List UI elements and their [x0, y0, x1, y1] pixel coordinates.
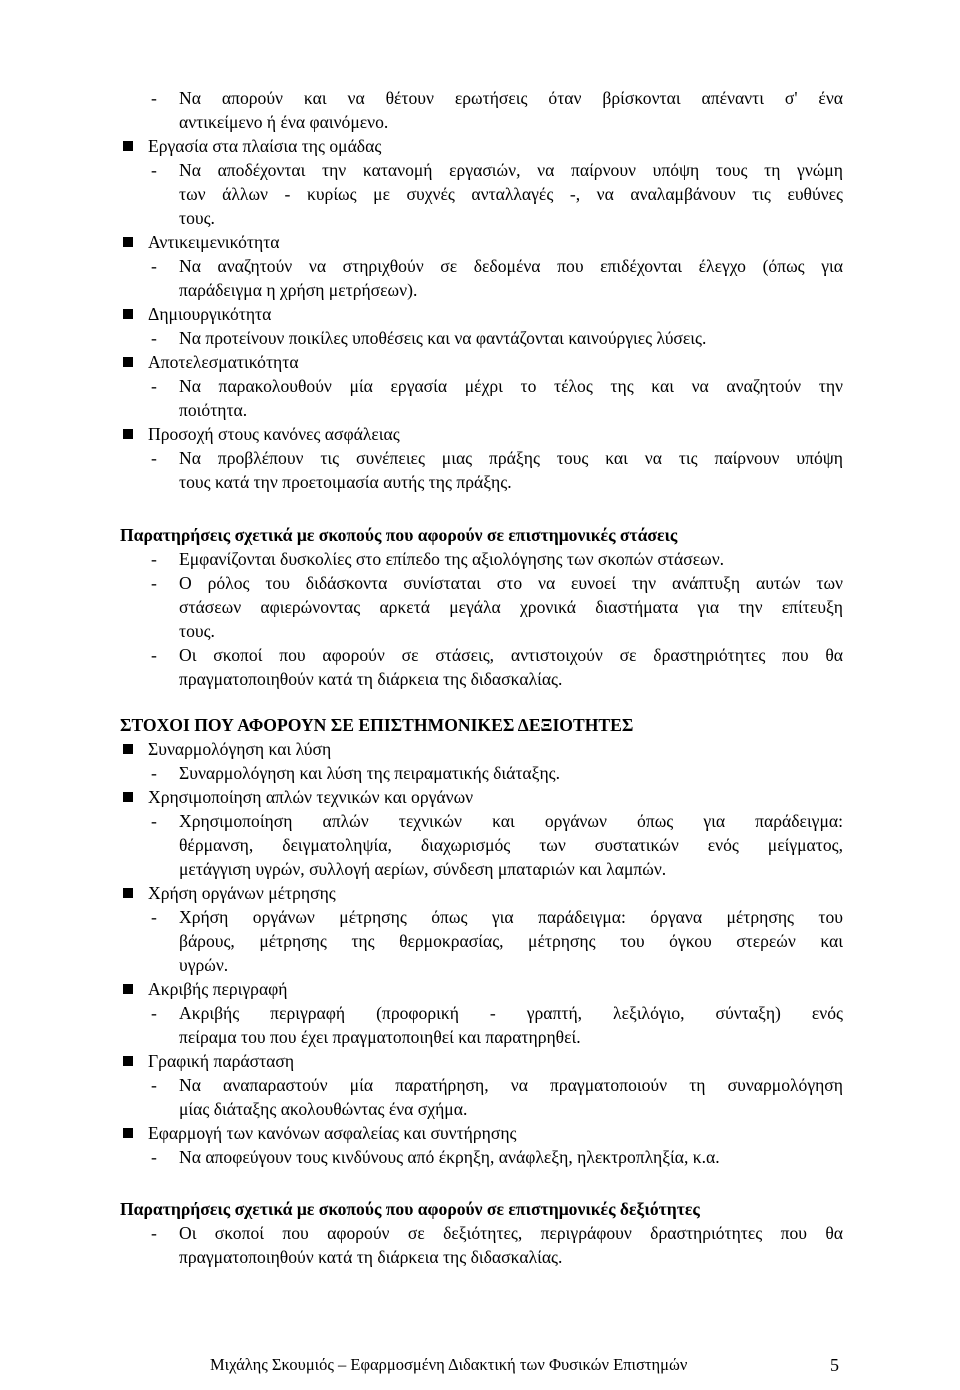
list-item: [0, 374, 960, 398]
list-item: [0, 278, 960, 302]
bullet-heading: Αντικειμενικότητα: [148, 232, 280, 252]
bullet-item: [0, 881, 960, 905]
section-heading: ΣΤΟΧΟΙ ΠΟΥ ΑΦΟΡΟΥΝ ΣΕ ΕΠΙΣΤΗΜΟΝΙΚΕΣ ΔΕΞΙΟΤΗΤΕΣ: [120, 715, 634, 735]
bullet-heading: Προσοχή στους κανόνες ασφάλειας: [148, 424, 400, 444]
bullet-heading: Χρήση οργάνων μέτρησης: [148, 883, 336, 903]
list-item: [0, 953, 960, 977]
line-text: Ο ρόλος του διδάσκοντα συνίσταται στο να ευνοεί την ανάπτυξη αυτών των: [179, 573, 843, 593]
section-heading-row: [0, 713, 960, 737]
bullet-heading: Αποτελεσματικότητα: [148, 352, 299, 372]
dash-bullet: -: [151, 448, 157, 468]
list-item: [0, 595, 960, 619]
line-text: Χρήση οργάνων μέτρησης όπως για παράδειγμα: όργανα μέτρησης του: [179, 907, 843, 927]
line-text: τους.: [179, 621, 215, 641]
section-heading: Παρατηρήσεις σχετικά με σκοπούς που αφορούν σε επιστημονικές δεξιότητες: [120, 1199, 700, 1219]
footer-text: Μιχάλης Σκουμιός – Εφαρμοσμένη Διδακτική των Φυσικών Επιστημών: [210, 1355, 688, 1374]
bullet-item: [0, 302, 960, 326]
dash-bullet: -: [151, 549, 157, 569]
bullet-item: [0, 230, 960, 254]
bullet-item: [0, 737, 960, 761]
bullet-heading: Δημιουργικότητα: [148, 304, 272, 324]
list-item: [0, 929, 960, 953]
line-text: Να αναζητούν να στηριχθούν σε δεδομένα που επιδέχονται έλεγχο (όπως για: [179, 256, 843, 276]
list-item: [0, 1097, 960, 1121]
line-text: πείραμα του που έχει πραγματοποιηθεί και παρατηρηθεί.: [179, 1027, 581, 1047]
list-item: [0, 809, 960, 833]
line-text: αντικείμενο ή ένα φαινόμενο.: [179, 112, 389, 132]
square-bullet-icon: [123, 357, 133, 367]
dash-bullet: -: [151, 376, 157, 396]
list-item: [0, 398, 960, 422]
bullet-item: [0, 350, 960, 374]
line-text: Οι σκοποί που αφορούν σε δεξιότητες, περιγράφουν δραστηριότητες που θα: [179, 1223, 843, 1243]
dash-bullet: -: [151, 811, 157, 831]
list-item: [0, 1245, 960, 1269]
list-item: [0, 470, 960, 494]
list-item: [0, 547, 960, 571]
line-text: τους.: [179, 208, 215, 228]
line-text: στάσεων αφιερώνοντας αρκετά μεγάλα χρονικά διαστήματα για την επίτευξη: [179, 597, 843, 617]
attitudes-list: [0, 86, 960, 494]
line-text: Να προτείνουν ποικίλες υποθέσεις και να φαντάζονται καινούργιες λύσεις.: [179, 328, 707, 348]
dash-bullet: -: [151, 1003, 157, 1023]
dash-bullet: -: [151, 763, 157, 783]
bullet-item: [0, 1121, 960, 1145]
line-text: παράδειγμα η χρήση μετρήσεων).: [179, 280, 418, 300]
dash-bullet: -: [151, 160, 157, 180]
bullet-item: [0, 785, 960, 809]
line-text: βάρους, μέτρησης της θερμοκρασίας, μέτρησης του όγκου στερεών και: [179, 931, 843, 951]
list-item: [0, 326, 960, 350]
bullet-item: [0, 422, 960, 446]
list-item: [0, 86, 960, 110]
square-bullet-icon: [123, 744, 133, 754]
list-item: [0, 254, 960, 278]
dash-bullet: -: [151, 256, 157, 276]
skills-notes: [0, 1197, 960, 1269]
bullet-heading: Εφαρμογή των κανόνων ασφαλείας και συντήρησης: [148, 1123, 517, 1143]
square-bullet-icon: [123, 792, 133, 802]
list-item: [0, 1001, 960, 1025]
bullet-item: [0, 977, 960, 1001]
list-item: [0, 1025, 960, 1049]
list-item: [0, 446, 960, 470]
square-bullet-icon: [123, 141, 133, 151]
page-number: 5: [830, 1355, 839, 1375]
list-item: [0, 905, 960, 929]
line-text: πραγματοποιηθούν κατά τη διάρκεια της διδασκαλίας.: [179, 669, 563, 689]
list-item: [0, 571, 960, 595]
line-text: θέρμανση, δειγματοληψία, διαχωρισμός των συστατικών ενός μείγματος,: [179, 835, 843, 855]
list-item: [0, 206, 960, 230]
dash-bullet: -: [151, 907, 157, 927]
line-text: μίας διάταξης ακολουθώντας ένα σχήμα.: [179, 1099, 468, 1119]
line-text: Να αποδέχονται την κατανομή εργασιών, να παίρνουν υπόψη τους τη γνώμη: [179, 160, 843, 180]
list-item: [0, 110, 960, 134]
list-item: [0, 667, 960, 691]
bullet-item: [0, 134, 960, 158]
dash-bullet: -: [151, 328, 157, 348]
section-heading-row: [0, 1197, 960, 1221]
square-bullet-icon: [123, 237, 133, 247]
bullet-item: [0, 1049, 960, 1073]
list-item: [0, 833, 960, 857]
line-text: Να προβλέπουν τις συνέπειες μιας πράξης τους και να τις παίρνουν υπόψη: [179, 448, 843, 468]
list-item: [0, 619, 960, 643]
bullet-heading: Γραφική παράσταση: [148, 1051, 295, 1071]
line-text: τους κατά την προετοιμασία αυτής της πράξης.: [179, 472, 512, 492]
bullet-heading: Εργασία στα πλαίσια της ομάδας: [148, 136, 382, 156]
line-text: ποιότητα.: [179, 400, 248, 420]
line-text: Να αναπαραστούν μία παρατήρηση, να πραγματοποιούν τη συναρμολόγηση: [179, 1075, 843, 1095]
list-item: [0, 643, 960, 667]
square-bullet-icon: [123, 888, 133, 898]
dash-bullet: -: [151, 1075, 157, 1095]
section-heading-row: [0, 523, 960, 547]
line-text: πραγματοποιηθούν κατά τη διάρκεια της διδασκαλίας.: [179, 1247, 563, 1267]
square-bullet-icon: [123, 984, 133, 994]
list-item: [0, 857, 960, 881]
dash-bullet: -: [151, 1147, 157, 1167]
bullet-heading: Χρησιμοποίηση απλών τεχνικών και οργάνων: [148, 787, 474, 807]
skills-goals: [0, 713, 960, 1169]
line-text: Συναρμολόγηση και λύση της πειραματικής διάταξης.: [179, 763, 561, 783]
page-footer: [0, 1352, 960, 1378]
dash-bullet: -: [151, 573, 157, 593]
dash-bullet: -: [151, 645, 157, 665]
dash-bullet: -: [151, 88, 157, 108]
square-bullet-icon: [123, 1128, 133, 1138]
list-item: [0, 761, 960, 785]
line-text: Εμφανίζονται δυσκολίες στο επίπεδο της αξιολόγησης των σκοπών στάσεων.: [179, 549, 725, 569]
line-text: μετάγγιση υγρών, συλλογή αερίων, σύνδεση μπαταριών και λαμπών.: [179, 859, 667, 879]
line-text: Να απορούν και να θέτουν ερωτήσεις όταν βρίσκονται απέναντι σ' ένα: [179, 88, 843, 108]
square-bullet-icon: [123, 309, 133, 319]
section-heading: Παρατηρήσεις σχετικά με σκοπούς που αφορούν σε επιστημονικές στάσεις: [120, 525, 678, 545]
list-item: [0, 158, 960, 182]
line-text: Να αποφεύγουν τους κινδύνους από έκρηξη, ανάφλεξη, ηλεκτροπληξία, κ.α.: [179, 1147, 720, 1167]
list-item: [0, 182, 960, 206]
bullet-heading: Συναρμολόγηση και λύση: [148, 739, 332, 759]
dash-bullet: -: [151, 1223, 157, 1243]
bullet-heading: Ακριβής περιγραφή: [148, 979, 288, 999]
list-item: [0, 1221, 960, 1245]
list-item: [0, 1145, 960, 1169]
attitudes-notes: [0, 523, 960, 691]
list-item: [0, 1073, 960, 1097]
line-text: Χρησιμοποίηση απλών τεχνικών και οργάνων όπως για παράδειγμα:: [179, 811, 843, 831]
line-text: Ακριβής περιγραφή (προφορική - γραπτή, λεξιλόγιο, σύνταξη) ενός: [179, 1003, 843, 1023]
line-text: Οι σκοποί που αφορούν σε στάσεις, αντιστοιχούν σε δραστηριότητες που θα: [179, 645, 843, 665]
line-text: των άλλων - κυρίως με συχνές ανταλλαγές -, να αναλαμβάνουν τις ευθύνες: [179, 184, 843, 204]
square-bullet-icon: [123, 1056, 133, 1066]
line-text: Να παρακολουθούν μία εργασία μέχρι το τέλος της και να αναζητούν την: [179, 376, 843, 396]
square-bullet-icon: [123, 429, 133, 439]
line-text: υγρών.: [179, 955, 229, 975]
